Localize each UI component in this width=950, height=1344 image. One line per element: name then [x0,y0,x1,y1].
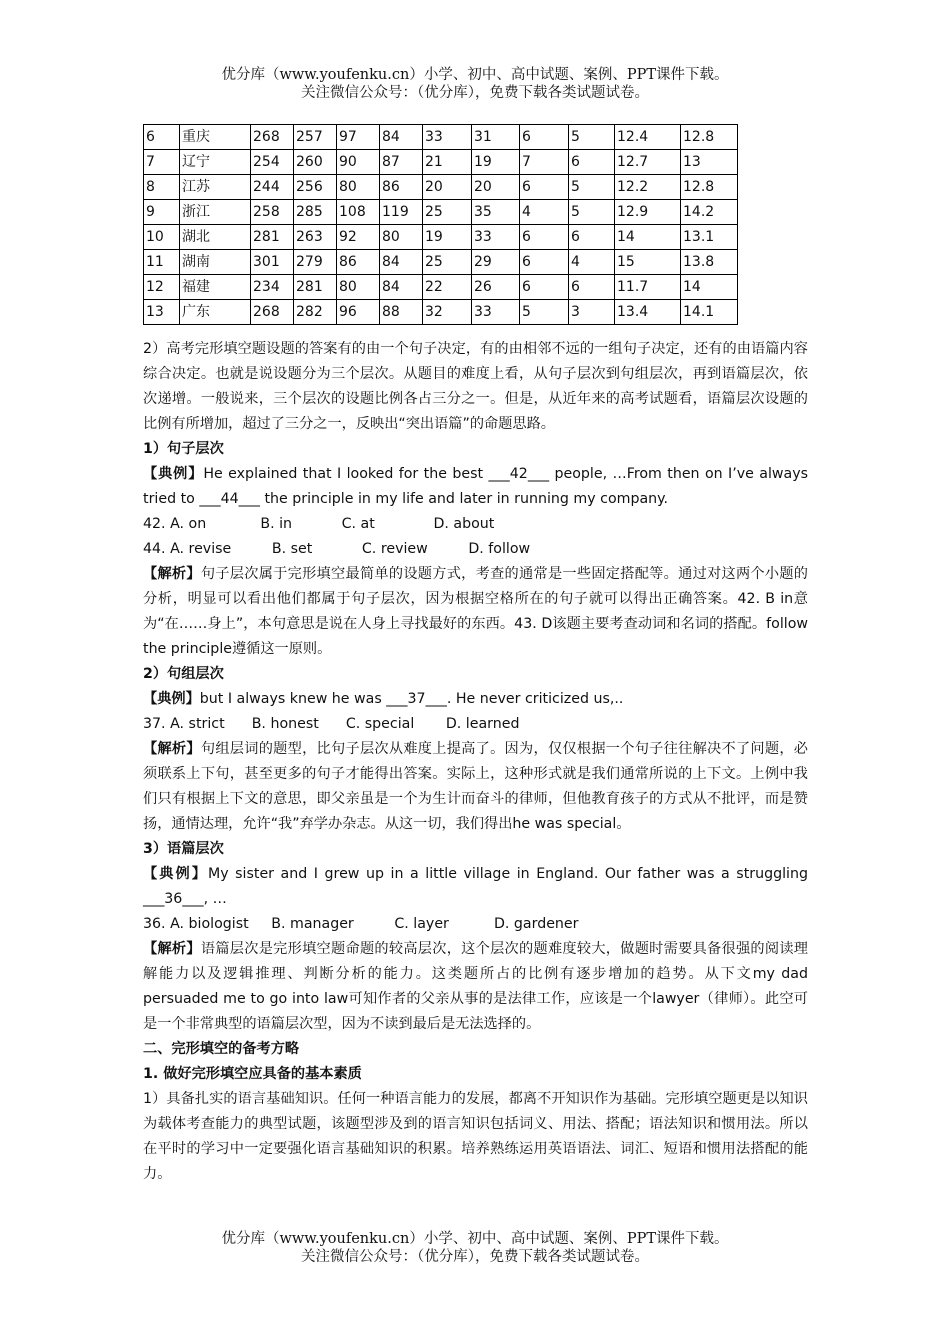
analysis-text: 句组层词的题型，比句子层次从难度上提高了。因为，仅仅根据一个句子往往解决不了问题，必须联系上下句，甚至更多的句子才能得出答案。实际上，这种形式就是我们通常所说的上下文。上例中我们只有根据上下文的意思，即父亲虽是一个为生计而奋斗的律师，但他教育孩子的方式从不批评，而是赞扬，通情达理，允许“我”弃学办杂志。从这一切，我们得出he was special。 [143,741,808,832]
table-cell: 5 [569,200,615,225]
analysis-text: 语篇层次是完形填空题命题的较高层次，这个层次的题难度较大，做题时需要具备很强的阅读理解能力以及逻辑推理、判断分析的能力。这类题所占的比例有逐步增加的趋势。从下文my dad persuaded me to go into law可知作者的父亲从事的是法律工作，应该是一个lawyer（律师）。此空可是一个非常典型的语篇层次型，因为不读到最后是无法选择的。 [143,941,808,1032]
table-cell: 13.1 [681,225,738,250]
example-text: but I always knew he was ___37___. He never criticized us,.. [199,691,624,707]
table-cell: 6 [569,225,615,250]
section-heading-discourse: 3）语篇层次 [143,841,224,857]
table-cell: 13 [681,150,738,175]
table-cell: 268 [251,125,294,150]
header-line-2: 关注微信公众号：（优分库），免费下载各类试题试卷。 [301,85,649,101]
table-row [144,125,738,150]
table-cell: 301 [251,250,294,275]
table-cell: 84 [380,250,423,275]
example-label: 【典例】 [143,866,208,882]
options-line: 44. A. revise B. set C. review D. follow [143,541,531,557]
table-cell: 84 [380,125,423,150]
table-cell: 14.2 [681,200,738,225]
table-cell: 285 [294,200,337,225]
table-cell: 86 [337,250,380,275]
table-cell: 84 [380,275,423,300]
table-cell: 6 [520,225,569,250]
table-cell: 4 [520,200,569,225]
analysis-label: 【解析】 [143,741,201,757]
page-header [0,66,950,102]
table-cell: 15 [615,250,681,275]
table-row [144,275,738,300]
example-text: He explained that I looked for the best ___42___ people, …From then on I’ve always tried to ___44___ the principle in my life and later in running my company. [143,466,808,507]
subsection-paragraph: 1）具备扎实的语言基础知识。任何一种语言能力的发展，都离不开知识作为基础。完形填空题更是以知识为载体考查能力的典型试题，该题型涉及到的语言知识包括词义、用法、搭配；语法知识和惯用法。所以在平时的学习中一定要强化语言基础知识的积累。培养熟练运用英语语法、词汇、短语和惯用法搭配的能力。 [143,1091,808,1182]
table-cell: 浙江 [180,200,251,225]
table-cell: 244 [251,175,294,200]
table-cell: 江苏 [180,175,251,200]
table-cell: 97 [337,125,380,150]
table-cell: 14.1 [681,300,738,325]
table-cell: 33 [472,225,520,250]
table-cell: 3 [569,300,615,325]
table-cell: 6 [520,175,569,200]
table-cell: 12.9 [615,200,681,225]
table-cell: 5 [520,300,569,325]
table-cell: 29 [472,250,520,275]
table-cell: 21 [423,150,472,175]
page-footer [0,1230,950,1266]
analysis-paragraph [143,562,808,662]
table-cell: 25 [423,200,472,225]
table-cell: 14 [615,225,681,250]
table-cell: 12.8 [681,175,738,200]
example-paragraph [143,462,808,512]
table-cell: 279 [294,250,337,275]
table-cell: 10 [144,225,180,250]
table-cell: 108 [337,200,380,225]
table-cell: 14 [681,275,738,300]
table-cell: 86 [380,175,423,200]
part-two-heading: 二、完形填空的备考方略 [143,1041,300,1057]
table-cell: 广东 [180,300,251,325]
table-cell: 260 [294,150,337,175]
table-cell: 13.4 [615,300,681,325]
table-cell: 6 [569,150,615,175]
table-cell: 33 [423,125,472,150]
table-cell: 12.8 [681,125,738,150]
example-label: 【典例】 [143,691,200,707]
table-cell: 87 [380,150,423,175]
table-cell: 263 [294,225,337,250]
analysis-label: 【解析】 [143,941,201,957]
footer-line-1: 优分库（www.youfenku.cn）小学、初中、高中试题、案例、PPT课件下载。 [221,1231,729,1247]
table-cell: 6 [569,275,615,300]
table-cell: 88 [380,300,423,325]
score-table [143,124,738,325]
table-cell: 12.4 [615,125,681,150]
table-cell: 11.7 [615,275,681,300]
table-cell: 281 [294,275,337,300]
table-cell: 257 [294,125,337,150]
table-row [144,225,738,250]
article-body [143,337,808,1187]
example-paragraph [143,687,808,712]
table-cell: 8 [144,175,180,200]
table-cell: 辽宁 [180,150,251,175]
analysis-paragraph [143,737,808,837]
options-line: 42. A. on B. in C. at D. about [143,516,495,532]
table-cell: 80 [337,175,380,200]
table-cell: 20 [423,175,472,200]
table-row [144,300,738,325]
table-cell: 7 [144,150,180,175]
example-label: 【典例】 [143,466,204,482]
table-cell: 5 [569,175,615,200]
table-cell: 9 [144,200,180,225]
table-cell: 6 [520,275,569,300]
table-cell: 12.2 [615,175,681,200]
table-cell: 268 [251,300,294,325]
table-cell: 7 [520,150,569,175]
table-cell: 湖南 [180,250,251,275]
table-cell: 13 [144,300,180,325]
table-cell: 22 [423,275,472,300]
options-line: 37. A. strict B. honest C. special D. learned [143,716,520,732]
table-cell: 19 [472,150,520,175]
table-cell: 13.8 [681,250,738,275]
table-cell: 234 [251,275,294,300]
table-cell: 5 [569,125,615,150]
intro-paragraph: 2）高考完形填空题设题的答案有的由一个句子决定，有的由相邻不远的一组句子决定，还有的由语篇内容综合决定。也就是说设题分为三个层次。从题目的难度上看，从句子层次到句组层次，再到语篇层次，依次递增。一般说来，三个层次的设题比例各占三分之一。但是，从近年来的高考试题看，语篇层次设题的比例有所增加，超过了三分之一，反映出“突出语篇”的命题思路。 [143,341,808,432]
table-cell: 19 [423,225,472,250]
example-text: My sister and I grew up in a little village in England. Our father was a struggling ___36___, … [143,866,808,907]
footer-line-2: 关注微信公众号：（优分库），免费下载各类试题试卷。 [301,1249,649,1265]
table-cell: 258 [251,200,294,225]
table-cell: 6 [520,250,569,275]
subsection-heading: 1. 做好完形填空应具备的基本素质 [143,1066,362,1082]
table-cell: 119 [380,200,423,225]
table-cell: 6 [144,125,180,150]
analysis-text: 句子层次属于完形填空最简单的设题方式，考查的通常是一些固定搭配等。通过对这两个小题的分析，明显可以看出他们都属于句子层次，因为根据空格所在的句子就可以得出正确答案。42. B in意为“在……身上”，本句意思是说在人身上寻找最好的东西。43. D该题主要考查动词和名词的搭配。follow the principle遵循这一原则。 [143,566,808,657]
table-cell: 湖北 [180,225,251,250]
table-cell: 281 [251,225,294,250]
table-cell: 92 [337,225,380,250]
table-cell: 33 [472,300,520,325]
analysis-paragraph [143,937,808,1037]
example-paragraph [143,862,808,912]
table-cell: 26 [472,275,520,300]
table-cell: 12.7 [615,150,681,175]
table-cell: 20 [472,175,520,200]
table-cell: 35 [472,200,520,225]
header-line-1: 优分库（www.youfenku.cn）小学、初中、高中试题、案例、PPT课件下载。 [221,67,729,83]
table-cell: 96 [337,300,380,325]
table-cell: 6 [520,125,569,150]
analysis-label: 【解析】 [143,566,201,582]
table-cell: 25 [423,250,472,275]
table-cell: 12 [144,275,180,300]
table-cell: 31 [472,125,520,150]
table-cell: 4 [569,250,615,275]
table-row [144,250,738,275]
section-heading-sentence: 1）句子层次 [143,441,224,457]
table-cell: 80 [337,275,380,300]
table-cell: 282 [294,300,337,325]
options-line: 36. A. biologist B. manager C. layer D. gardener [143,916,579,932]
table-cell: 福建 [180,275,251,300]
table-cell: 90 [337,150,380,175]
table-cell: 11 [144,250,180,275]
table-row [144,200,738,225]
table-row [144,150,738,175]
table-cell: 256 [294,175,337,200]
table-row [144,175,738,200]
table-cell: 80 [380,225,423,250]
table-cell: 重庆 [180,125,251,150]
table-cell: 254 [251,150,294,175]
table-cell: 32 [423,300,472,325]
section-heading-group: 2）句组层次 [143,666,224,682]
